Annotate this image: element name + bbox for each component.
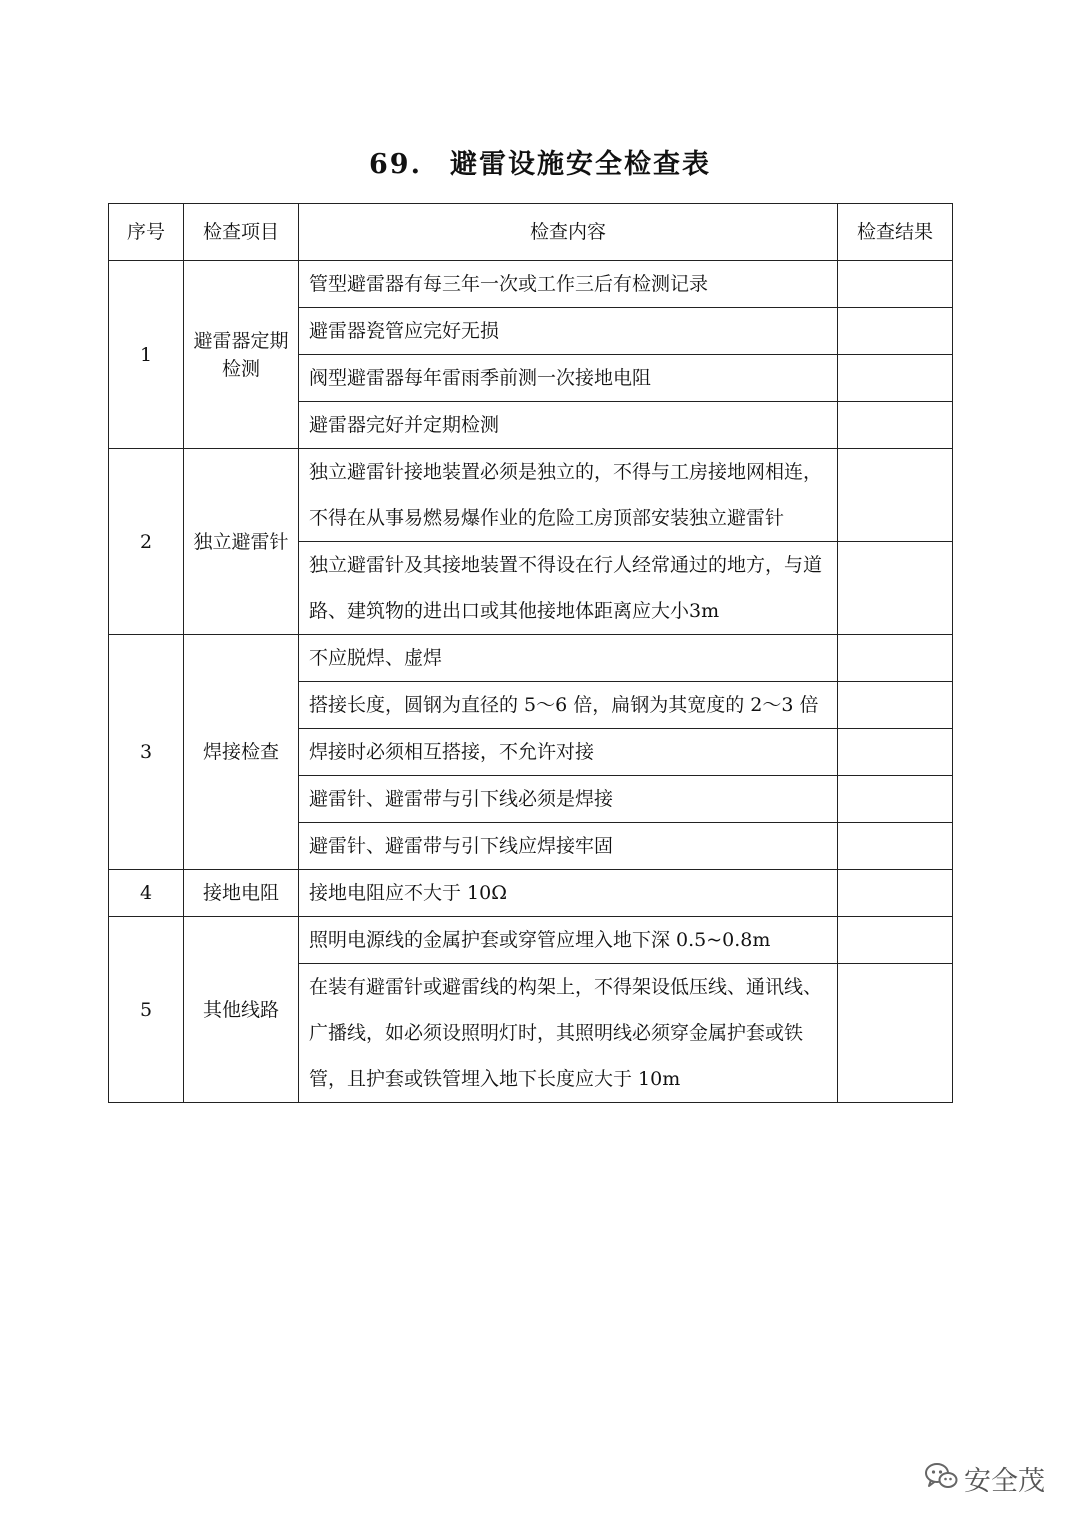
content-cell: 避雷器瓷管应完好无损 [299,308,838,355]
seq-cell: 2 [109,449,184,635]
seq-cell: 1 [109,261,184,449]
title-number: 69. [369,149,422,180]
content-cell: 接地电阻应不大于 10Ω [299,870,838,917]
wechat-icon [924,1461,958,1495]
content-cell: 搭接长度，圆钢为直径的 5～6 倍，扁钢为其宽度的 2～3 倍 [299,682,838,729]
content-cell: 阀型避雷器每年雷雨季前测一次接地电阻 [299,355,838,402]
result-cell[interactable] [838,870,953,917]
result-cell[interactable] [838,261,953,308]
content-cell: 避雷针、避雷带与引下线应焊接牢固 [299,823,838,870]
content-cell: 独立避雷针及其接地装置不得设在行人经常通过的地方，与道路、建筑物的进出口或其他接地体距离应大小3m [299,542,838,635]
result-cell[interactable] [838,635,953,682]
result-cell[interactable] [838,917,953,964]
item-cell: 接地电阻 [184,870,299,917]
result-cell[interactable] [838,823,953,870]
content-cell: 焊接时必须相互搭接，不允许对接 [299,729,838,776]
content-cell: 管型避雷器有每三年一次或工作三后有检测记录 [299,261,838,308]
header-result: 检查结果 [838,204,953,261]
header-item: 检查项目 [184,204,299,261]
header-row [109,204,953,261]
table-row [109,261,953,308]
item-cell: 避雷器定期检测 [184,261,299,449]
watermark [924,1458,1045,1498]
seq-cell: 3 [109,635,184,870]
table-row [109,870,953,917]
table-row [109,635,953,682]
watermark-text: 安全茂 [964,1465,1045,1497]
item-cell: 其他线路 [184,917,299,1103]
content-cell: 避雷器完好并定期检测 [299,402,838,449]
result-cell[interactable] [838,729,953,776]
result-cell[interactable] [838,402,953,449]
header-seq: 序号 [109,204,184,261]
seq-cell: 4 [109,870,184,917]
header-content: 检查内容 [299,204,838,261]
result-cell[interactable] [838,308,953,355]
inspection-table [108,203,953,1103]
item-cell: 独立避雷针 [184,449,299,635]
page-title [0,142,1080,181]
seq-cell: 5 [109,917,184,1103]
table-row [109,449,953,542]
result-cell[interactable] [838,542,953,635]
content-cell: 不应脱焊、虚焊 [299,635,838,682]
result-cell[interactable] [838,964,953,1103]
result-cell[interactable] [838,682,953,729]
result-cell[interactable] [838,449,953,542]
table-row [109,917,953,964]
item-cell: 焊接检查 [184,635,299,870]
content-cell: 避雷针、避雷带与引下线必须是焊接 [299,776,838,823]
content-cell: 照明电源线的金属护套或穿管应埋入地下深 0.5~0.8m [299,917,838,964]
title-text: 避雷设施安全检查表 [449,149,711,180]
content-cell: 在装有避雷针或避雷线的构架上，不得架设低压线、通讯线、广播线，如必须设照明灯时，其照明线必须穿金属护套或铁管，且护套或铁管埋入地下长度应大于 10m [299,964,838,1103]
result-cell[interactable] [838,776,953,823]
content-cell: 独立避雷针接地装置必须是独立的，不得与工房接地网相连，不得在从事易燃易爆作业的危险工房顶部安装独立避雷针 [299,449,838,542]
result-cell[interactable] [838,355,953,402]
